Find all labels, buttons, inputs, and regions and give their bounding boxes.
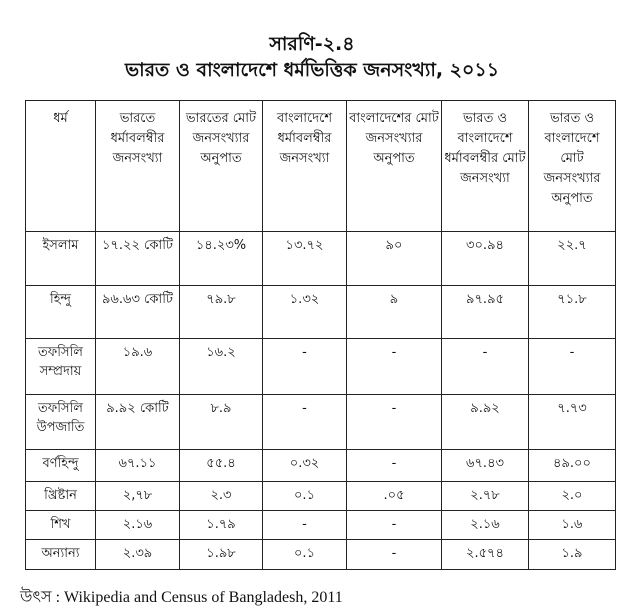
table-cell: ১৪.২৩% xyxy=(180,232,263,286)
religion-cell: শিখ xyxy=(26,511,96,540)
table-title: ভারত ও বাংলাদেশে ধর্মভিত্তিক জনসংখ্যা, ২০১১ xyxy=(124,59,500,81)
table-row xyxy=(26,232,616,286)
table-cell: ৪৯.০০ xyxy=(529,450,616,482)
table-cell: ৭৯.৮ xyxy=(180,286,263,339)
religion-cell: ইসলাম xyxy=(26,232,96,286)
table-cell: ৮.৯ xyxy=(180,395,263,450)
source-note: উৎস : Wikipedia and Census of Bangladesh, 2011 xyxy=(20,589,343,606)
table-cell: - xyxy=(263,395,347,450)
table-number: সারণি-২.৪ xyxy=(269,33,355,55)
table-cell: - xyxy=(347,540,442,570)
religion-cell: তফসিলি সম্প্রদায় xyxy=(26,339,96,395)
table-cell: ৬৭.১১ xyxy=(96,450,180,482)
table-cell: ২২.৭ xyxy=(529,232,616,286)
table-cell: ৫৫.৪ xyxy=(180,450,263,482)
table-cell: ১৭.২২ কোটি xyxy=(96,232,180,286)
table-cell: ২,৭৮ xyxy=(96,482,180,511)
religion-population-table xyxy=(25,100,616,570)
table-row xyxy=(26,286,616,339)
table-cell: ২.৫৭৪ xyxy=(442,540,529,570)
table-cell: ৯৬.৬৩ কোটি xyxy=(96,286,180,339)
table-cell: - xyxy=(263,339,347,395)
table-cell: ২.০ xyxy=(529,482,616,511)
table-cell: - xyxy=(529,339,616,395)
table-row xyxy=(26,540,616,570)
table-cell: - xyxy=(263,511,347,540)
table-cell: - xyxy=(347,395,442,450)
religion-cell: বর্ণহিন্দু xyxy=(26,450,96,482)
table-cell: ৩০.৯৪ xyxy=(442,232,529,286)
column-header: ভারত ও বাংলাদেশে ধর্মাবলম্বীর মোট জনসংখ্যা xyxy=(442,101,529,232)
table-cell: ২.৩৯ xyxy=(96,540,180,570)
table-cell: - xyxy=(347,511,442,540)
table-cell: ২.১৬ xyxy=(96,511,180,540)
table-cell: ১.৭৯ xyxy=(180,511,263,540)
table-cell: ৭১.৮ xyxy=(529,286,616,339)
column-header: ভারতে ধর্মাবলম্বীর জনসংখ্যা xyxy=(96,101,180,232)
table-cell: - xyxy=(442,339,529,395)
table-cell: ৯ xyxy=(347,286,442,339)
religion-cell: হিন্দু xyxy=(26,286,96,339)
column-header: ধর্ম xyxy=(26,101,96,232)
table-row xyxy=(26,450,616,482)
column-header: বাংলাদেশের মোট জনসংখ্যার অনুপাত xyxy=(347,101,442,232)
column-header: ভারতের মোট জনসংখ্যার অনুপাত xyxy=(180,101,263,232)
table-cell: ৯.৯২ কোটি xyxy=(96,395,180,450)
religion-cell: তফসিলি উপজাতি xyxy=(26,395,96,450)
table-cell: ১.৩২ xyxy=(263,286,347,339)
table-cell: ২.৭৮ xyxy=(442,482,529,511)
table-cell: ২.৩ xyxy=(180,482,263,511)
table-cell: ০.৩২ xyxy=(263,450,347,482)
table-cell: ০.১ xyxy=(263,482,347,511)
table-cell: ২.১৬ xyxy=(442,511,529,540)
table-cell: ৯.৯২ xyxy=(442,395,529,450)
table-cell: - xyxy=(347,339,442,395)
column-header: ভারত ও বাংলাদেশে মোট জনসংখ্যার অনুপাত xyxy=(529,101,616,232)
table-cell: ৯৭.৯৫ xyxy=(442,286,529,339)
header-row xyxy=(26,101,616,232)
table-cell: ১.৯ xyxy=(529,540,616,570)
table-cell: ১৩.৭২ xyxy=(263,232,347,286)
table-cell: ৭.৭৩ xyxy=(529,395,616,450)
table-cell: ১৬.২ xyxy=(180,339,263,395)
table-cell: ১.৯৮ xyxy=(180,540,263,570)
column-header: বাংলাদেশে ধর্মাবলম্বীর জনসংখ্যা xyxy=(263,101,347,232)
table-row xyxy=(26,395,616,450)
religion-cell: খ্রিষ্টান xyxy=(26,482,96,511)
table-row xyxy=(26,511,616,540)
table-cell: ১.৬ xyxy=(529,511,616,540)
religion-cell: অন্যান্য xyxy=(26,540,96,570)
table-row xyxy=(26,482,616,511)
table-cell: - xyxy=(347,450,442,482)
table-cell: ১৯.৬ xyxy=(96,339,180,395)
table-cell: ৬৭.৪৩ xyxy=(442,450,529,482)
table-row xyxy=(26,339,616,395)
table-cell: .০৫ xyxy=(347,482,442,511)
table-cell: ০.১ xyxy=(263,540,347,570)
table-cell: ৯০ xyxy=(347,232,442,286)
